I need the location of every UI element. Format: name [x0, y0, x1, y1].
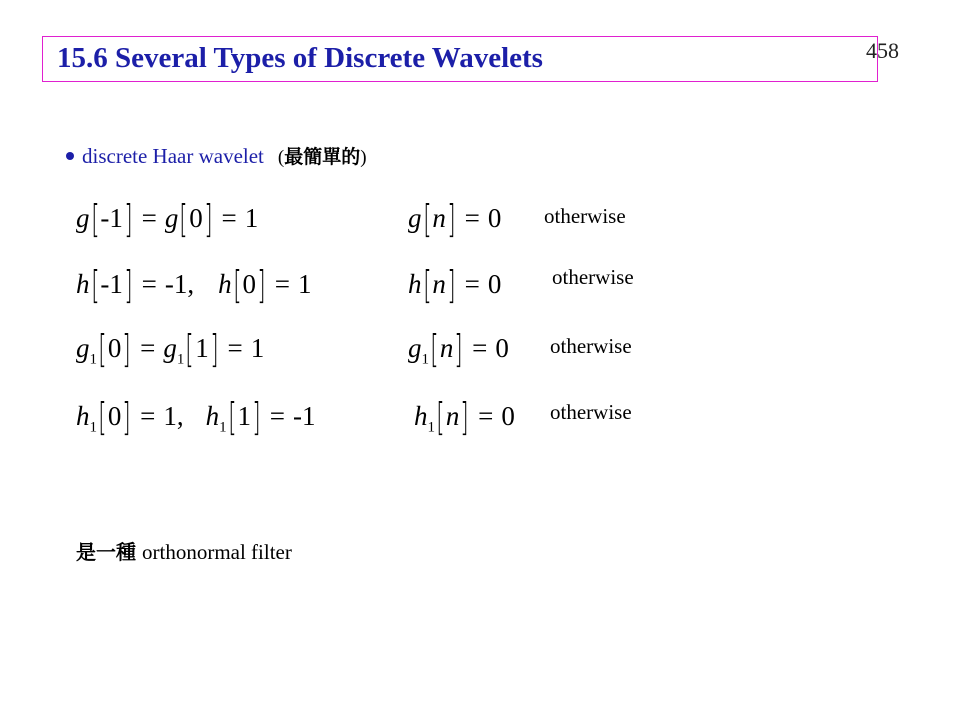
bracket-close-icon: ] — [454, 327, 463, 371]
equation-g1-right — [408, 327, 509, 371]
eq-arg: n — [432, 269, 446, 299]
equation-h-left — [76, 263, 312, 307]
bracket-open-icon: [ — [436, 395, 445, 439]
eq-value: 1 — [250, 333, 265, 363]
bracket-close-icon: ] — [460, 395, 469, 439]
eq-symbol: h — [414, 401, 428, 431]
eq-arg: n — [445, 401, 460, 431]
bracket-open-icon: [ — [98, 327, 107, 371]
bracket-open-icon: [ — [98, 395, 107, 439]
bracket-close-icon: ] — [447, 263, 456, 307]
paren-open: ( — [277, 147, 285, 168]
eq-subscript: 1 — [89, 419, 97, 436]
eq-value: 0 — [487, 203, 502, 233]
slide-title: 15.6 Several Types of Discrete Wavelets — [57, 42, 543, 74]
footer-text: orthonormal filter — [142, 540, 292, 564]
eq-subscript: 1 — [89, 351, 97, 368]
paren-close: ) — [360, 147, 367, 168]
equation-g-right — [408, 197, 502, 241]
bullet-haar-wavelet — [66, 142, 367, 169]
bracket-close-icon: ] — [210, 327, 219, 371]
bracket-open-icon: [ — [179, 197, 188, 241]
eq-value: 0 — [487, 269, 502, 299]
equation-h1-right — [414, 395, 515, 439]
eq-index: -1 — [100, 269, 123, 299]
equals-sign: = — [472, 333, 488, 363]
eq-symbol: g — [76, 333, 90, 363]
footer-cjk: 是一種 — [76, 540, 136, 564]
bracket-open-icon: [ — [422, 197, 431, 241]
equals-sign: = — [141, 203, 157, 233]
eq-index: 0 — [242, 269, 256, 299]
equation-h1-left — [76, 395, 316, 439]
eq-symbol: h — [76, 269, 90, 299]
equals-sign: = — [464, 269, 480, 299]
equals-sign: = — [227, 333, 243, 363]
eq-symbol: g — [76, 203, 90, 233]
bracket-open-icon: [ — [430, 327, 439, 371]
equals-sign: = — [269, 401, 286, 431]
eq-symbol: h — [408, 269, 422, 299]
otherwise-label: otherwise — [550, 400, 632, 424]
bracket-close-icon: ] — [252, 395, 261, 439]
equals-sign: = — [464, 203, 480, 233]
bullet-text: discrete Haar wavelet — [82, 144, 264, 168]
eq-index: 0 — [189, 203, 203, 233]
eq-arg: n — [432, 203, 446, 233]
eq-index: 0 — [107, 401, 122, 431]
bracket-close-icon: ] — [122, 395, 131, 439]
equals-sign: = — [274, 269, 291, 299]
eq-value: 0 — [495, 333, 509, 363]
equals-sign: = — [478, 401, 494, 431]
eq-value: 1, — [163, 401, 184, 431]
bracket-close-icon: ] — [122, 327, 131, 371]
eq-arg: n — [439, 333, 454, 363]
eq-subscript: 1 — [176, 351, 185, 368]
bullet-cjk-note: 最簡單的 — [284, 146, 361, 168]
equals-sign: = — [221, 203, 237, 233]
eq-subscript: 1 — [421, 351, 429, 368]
bracket-close-icon: ] — [124, 197, 133, 241]
eq-value: -1 — [293, 401, 316, 431]
eq-symbol: g — [408, 333, 422, 363]
eq-symbol: h — [218, 269, 232, 299]
bracket-open-icon: [ — [232, 263, 242, 307]
equals-sign: = — [141, 269, 157, 299]
equation-g1-left — [76, 327, 265, 371]
eq-index: 1 — [237, 401, 251, 431]
bracket-close-icon: ] — [124, 263, 133, 307]
otherwise-label: otherwise — [552, 265, 634, 289]
eq-symbol: h — [76, 401, 90, 431]
equation-g-left — [76, 197, 259, 241]
equals-sign: = — [140, 401, 156, 431]
eq-index: 0 — [107, 333, 122, 363]
eq-subscript: 1 — [427, 419, 435, 436]
equation-h-right — [408, 263, 502, 307]
eq-symbol: h — [205, 401, 220, 431]
bracket-open-icon: [ — [422, 263, 431, 307]
bracket-open-icon: [ — [90, 197, 99, 241]
eq-value: 1 — [298, 269, 312, 299]
bracket-close-icon: ] — [447, 197, 456, 241]
eq-value: 1 — [244, 203, 259, 233]
eq-symbol: g — [164, 203, 179, 233]
title-box — [42, 36, 878, 82]
eq-index: 1 — [195, 333, 209, 363]
eq-symbol: g — [163, 333, 177, 363]
orthonormal-note — [76, 536, 292, 565]
bullet-dot-icon — [66, 152, 74, 160]
bracket-open-icon: [ — [90, 263, 99, 307]
bracket-close-icon: ] — [204, 197, 213, 241]
eq-subscript: 1 — [219, 419, 227, 436]
eq-value: 0 — [501, 401, 515, 431]
eq-value: -1, — [164, 269, 195, 299]
eq-index: -1 — [100, 203, 123, 233]
bracket-open-icon: [ — [185, 327, 194, 371]
equals-sign: = — [140, 333, 156, 363]
otherwise-label: otherwise — [544, 204, 626, 228]
page-number: 458 — [866, 38, 899, 63]
bracket-close-icon: ] — [257, 263, 266, 307]
eq-symbol: g — [408, 203, 422, 233]
bracket-open-icon: [ — [227, 395, 237, 439]
otherwise-label: otherwise — [550, 334, 632, 358]
